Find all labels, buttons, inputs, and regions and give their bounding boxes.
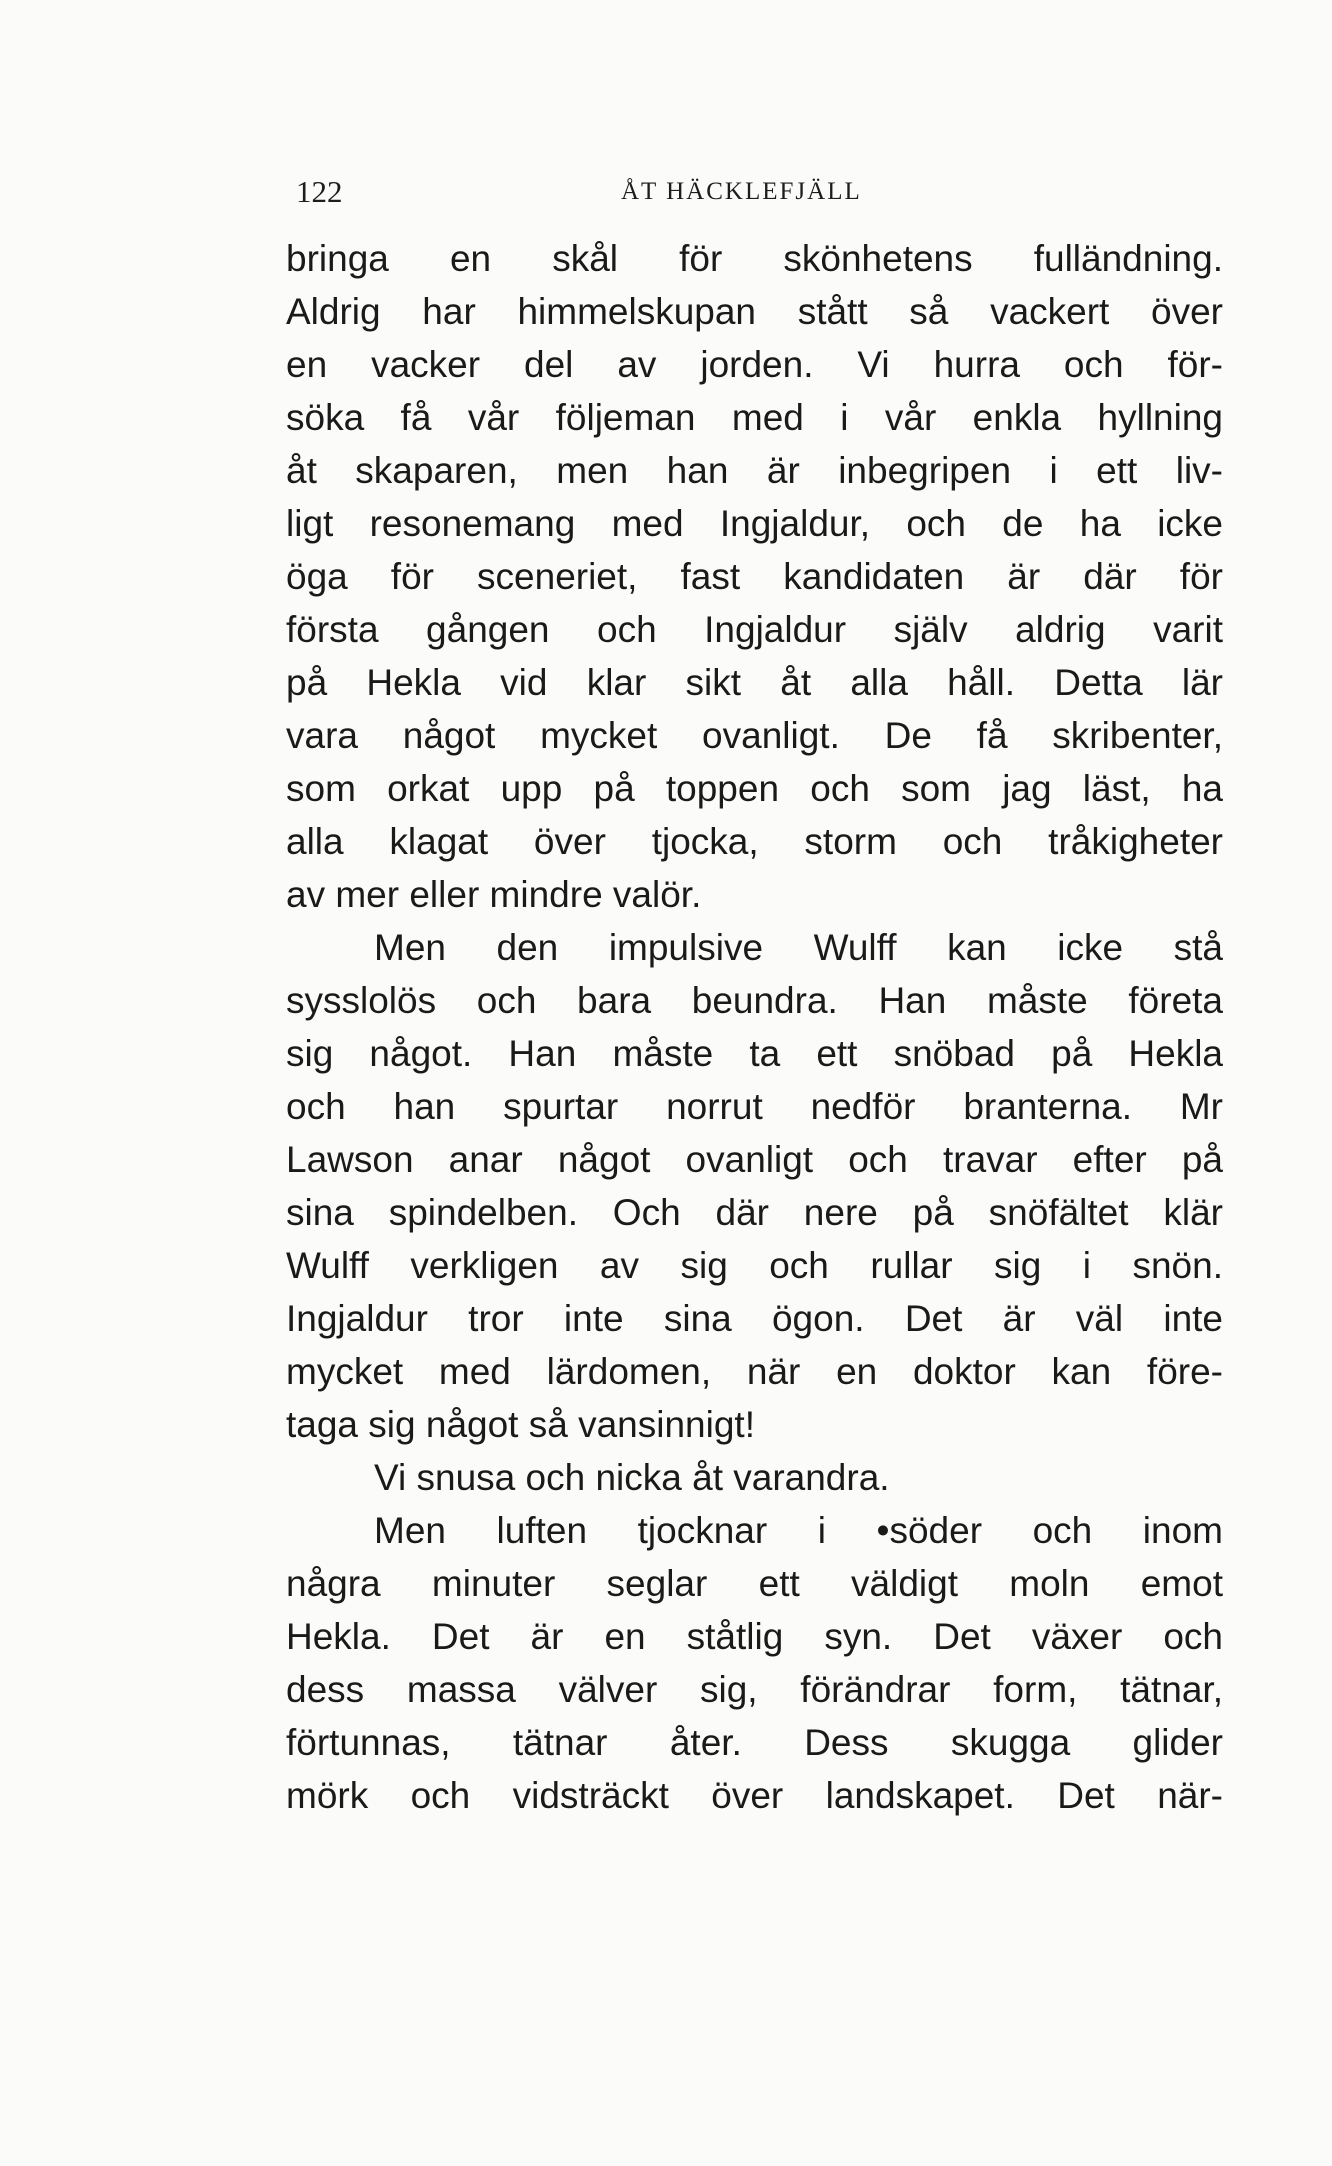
text-line-26: några minuter seglar ett väldigt moln emot [286, 1563, 1223, 1604]
text-line-25: Men luften tjocknar i •söder och inom [374, 1510, 1223, 1551]
running-head: ÅT HÄCKLEFJÄLL [621, 178, 862, 205]
text-line-8: första gången och Ingjaldur själv aldrig varit [286, 609, 1223, 650]
text-line-6: ligt resonemang med Ingjaldur, och de ha icke [286, 503, 1223, 544]
text-line-7: öga för sceneriet, fast kandidaten är där för [286, 556, 1223, 597]
text-line-29: förtunnas, tätnar åter. Dess skugga glider [286, 1722, 1223, 1763]
text-line-4: söka få vår följeman med i vår enkla hyllning [286, 397, 1223, 438]
text-line-11: som orkat upp på toppen och som jag läst, ha [286, 768, 1223, 809]
text-line-3: en vacker del av jorden. Vi hurra och för- [286, 344, 1223, 385]
text-line-10: vara något mycket ovanligt. De få skribenter, [286, 715, 1223, 756]
text-line-9: på Hekla vid klar sikt åt alla håll. Detta lär [286, 662, 1223, 703]
text-line-24: Vi snusa och nicka åt varandra. [374, 1457, 890, 1498]
text-line-23: taga sig något så vansinnigt! [286, 1404, 755, 1445]
text-line-21: Ingjaldur tror inte sina ögon. Det är väl inte [286, 1298, 1223, 1339]
text-line-27: Hekla. Det är en ståtlig syn. Det växer och [286, 1616, 1223, 1657]
text-line-2: Aldrig har himmelskupan stått så vackert över [286, 291, 1223, 332]
text-line-28: dess massa välver sig, förändrar form, tätnar, [286, 1669, 1223, 1710]
text-line-1: bringa en skål för skönhetens fulländning. [286, 238, 1223, 279]
text-line-30: mörk och vidsträckt över landskapet. Det när- [286, 1775, 1223, 1816]
page-header [296, 170, 1223, 214]
body-text [286, 232, 1223, 1822]
text-line-15: sysslolös och bara beundra. Han måste företa [286, 980, 1223, 1021]
text-line-18: Lawson anar något ovanligt och travar efter på [286, 1139, 1223, 1180]
page-number: 122 [296, 174, 343, 209]
text-line-19: sina spindelben. Och där nere på snöfältet klär [286, 1192, 1223, 1233]
text-line-16: sig något. Han måste ta ett snöbad på Hekla [286, 1033, 1223, 1074]
text-line-17: och han spurtar norrut nedför branterna. Mr [286, 1086, 1223, 1127]
text-line-22: mycket med lärdomen, när en doktor kan före- [286, 1351, 1223, 1392]
text-line-14: Men den impulsive Wulff kan icke stå [374, 927, 1223, 968]
text-line-12: alla klagat över tjocka, storm och tråkigheter [286, 821, 1223, 862]
text-line-5: åt skaparen, men han är inbegripen i ett liv- [286, 450, 1223, 491]
text-line-13: av mer eller mindre valör. [286, 874, 702, 915]
text-line-20: Wulff verkligen av sig och rullar sig i snön. [286, 1245, 1223, 1286]
